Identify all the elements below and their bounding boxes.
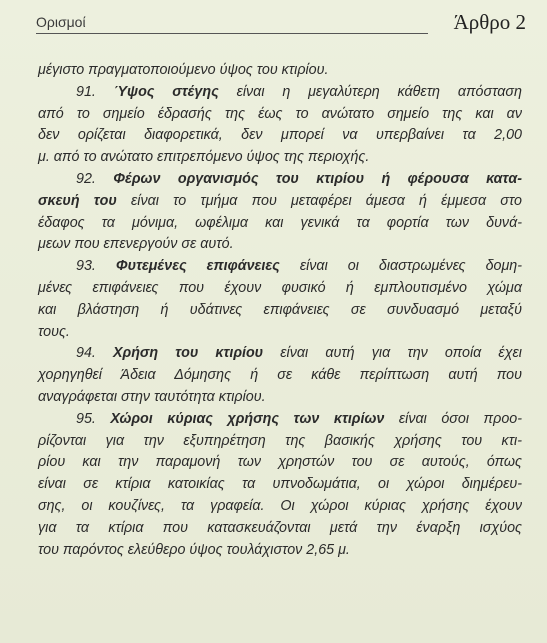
paragraph-92 bbox=[38, 169, 522, 256]
paragraph-number: 92. bbox=[76, 170, 96, 187]
text-line bbox=[38, 343, 522, 365]
text-line: από το σημείο έδρασής της έως το ανώτατο σημείο της και αν bbox=[38, 105, 522, 122]
document-body bbox=[38, 60, 522, 561]
text-line: ρίζονται για την εξυπηρέτηση της βασικής χρήσης του κτι- bbox=[38, 432, 522, 449]
defined-term: Ύψος στέγης bbox=[113, 83, 219, 100]
text-line: είναι σε κτίρια κατοικίας τα υπνοδωμάτια, οι χώροι διημέρευ- bbox=[38, 476, 522, 493]
text-line: σης, οι κουζίνες, τα γραφεία. Οι χώροι κύριας χρήσης έχουν bbox=[38, 497, 522, 514]
line-text: είναι όσοι προο- bbox=[398, 410, 522, 427]
line-text: είναι οι διαστρωμένες δομη- bbox=[299, 258, 522, 275]
text-line: έδαφος τα μόνιμα, ωφέλιμα και γενικά τα φορτία των δυνά- bbox=[38, 214, 522, 231]
text-line: μεων που επενεργούν σε αυτό. bbox=[38, 236, 234, 253]
text-line: μέγιστο πραγματοποιούμενο ύψος του κτιρίου. bbox=[38, 62, 329, 78]
paragraph-number: 94. bbox=[76, 345, 96, 362]
text-line bbox=[38, 191, 522, 213]
text-line: χορηγηθεί Άδεια Δόμησης ή σε κάθε περίπτωση αυτή που bbox=[38, 367, 522, 384]
text-line: ρίου και την παραμονή των χρηστών του σε αυτούς, όπως bbox=[38, 454, 522, 471]
line-text: είναι η μεγαλύτερη κάθετη απόσταση bbox=[236, 83, 522, 100]
header-rule bbox=[36, 33, 428, 34]
text-line: του παρόντος ελεύθερο ύψος τουλάχιστον 2,65 μ. bbox=[38, 541, 350, 558]
defined-term-continued: σκευή του bbox=[38, 192, 117, 209]
paragraph-94 bbox=[38, 343, 522, 408]
paragraph-number: 95. bbox=[76, 410, 96, 427]
text-line bbox=[38, 169, 522, 191]
defined-term: Φέρων οργανισμός του κτιρίου ή φέρουσα κατα- bbox=[113, 170, 522, 187]
page-header bbox=[36, 11, 526, 37]
text-line: δεν ορίζεται διαφορετικά, δεν μπορεί να υπερβαίνει τα 2,00 bbox=[38, 127, 522, 144]
defined-term: Χώροι κύριας χρήσης των κτιρίων bbox=[110, 410, 385, 427]
paragraph-91 bbox=[38, 82, 522, 169]
paragraph-93 bbox=[38, 256, 522, 343]
paragraph-number: 91. bbox=[76, 83, 96, 100]
text-line bbox=[38, 409, 522, 431]
text-line: για τα κτίρια που κατασκευάζονται μετά την έναρξη ισχύος bbox=[38, 519, 522, 536]
text-line: μένες επιφάνειες που έχουν φυσικό ή εμπλουτισμένο χώμα bbox=[38, 279, 522, 296]
defined-term: Χρήση του κτιρίου bbox=[113, 345, 264, 362]
line-text: είναι το τμήμα που μεταφέρει άμεσα ή έμμεσα στο bbox=[130, 192, 522, 209]
line-text: είναι αυτή για την οποία έχει bbox=[280, 345, 522, 362]
article-title: Άρθρο 2 bbox=[453, 10, 526, 34]
text-line: και βλάστηση ή υδάτινες επιφάνειες σε συνδυασμό μεταξύ bbox=[38, 301, 522, 318]
text-line bbox=[38, 82, 522, 104]
defined-term: Φυτεμένες επιφάνειες bbox=[115, 258, 280, 275]
text-line: μ. από το ανώτατο επιτρεπόμενο ύψος της περιοχής. bbox=[38, 149, 370, 166]
paragraph-continuation bbox=[38, 60, 522, 82]
section-title: Ορισμοί bbox=[36, 14, 86, 30]
paragraph-95 bbox=[38, 409, 522, 562]
text-line: αναγράφεται στην ταυτότητα κτιρίου. bbox=[38, 388, 266, 405]
text-line: τους. bbox=[38, 323, 70, 340]
paragraph-number: 93. bbox=[76, 258, 96, 275]
text-line bbox=[38, 256, 522, 278]
